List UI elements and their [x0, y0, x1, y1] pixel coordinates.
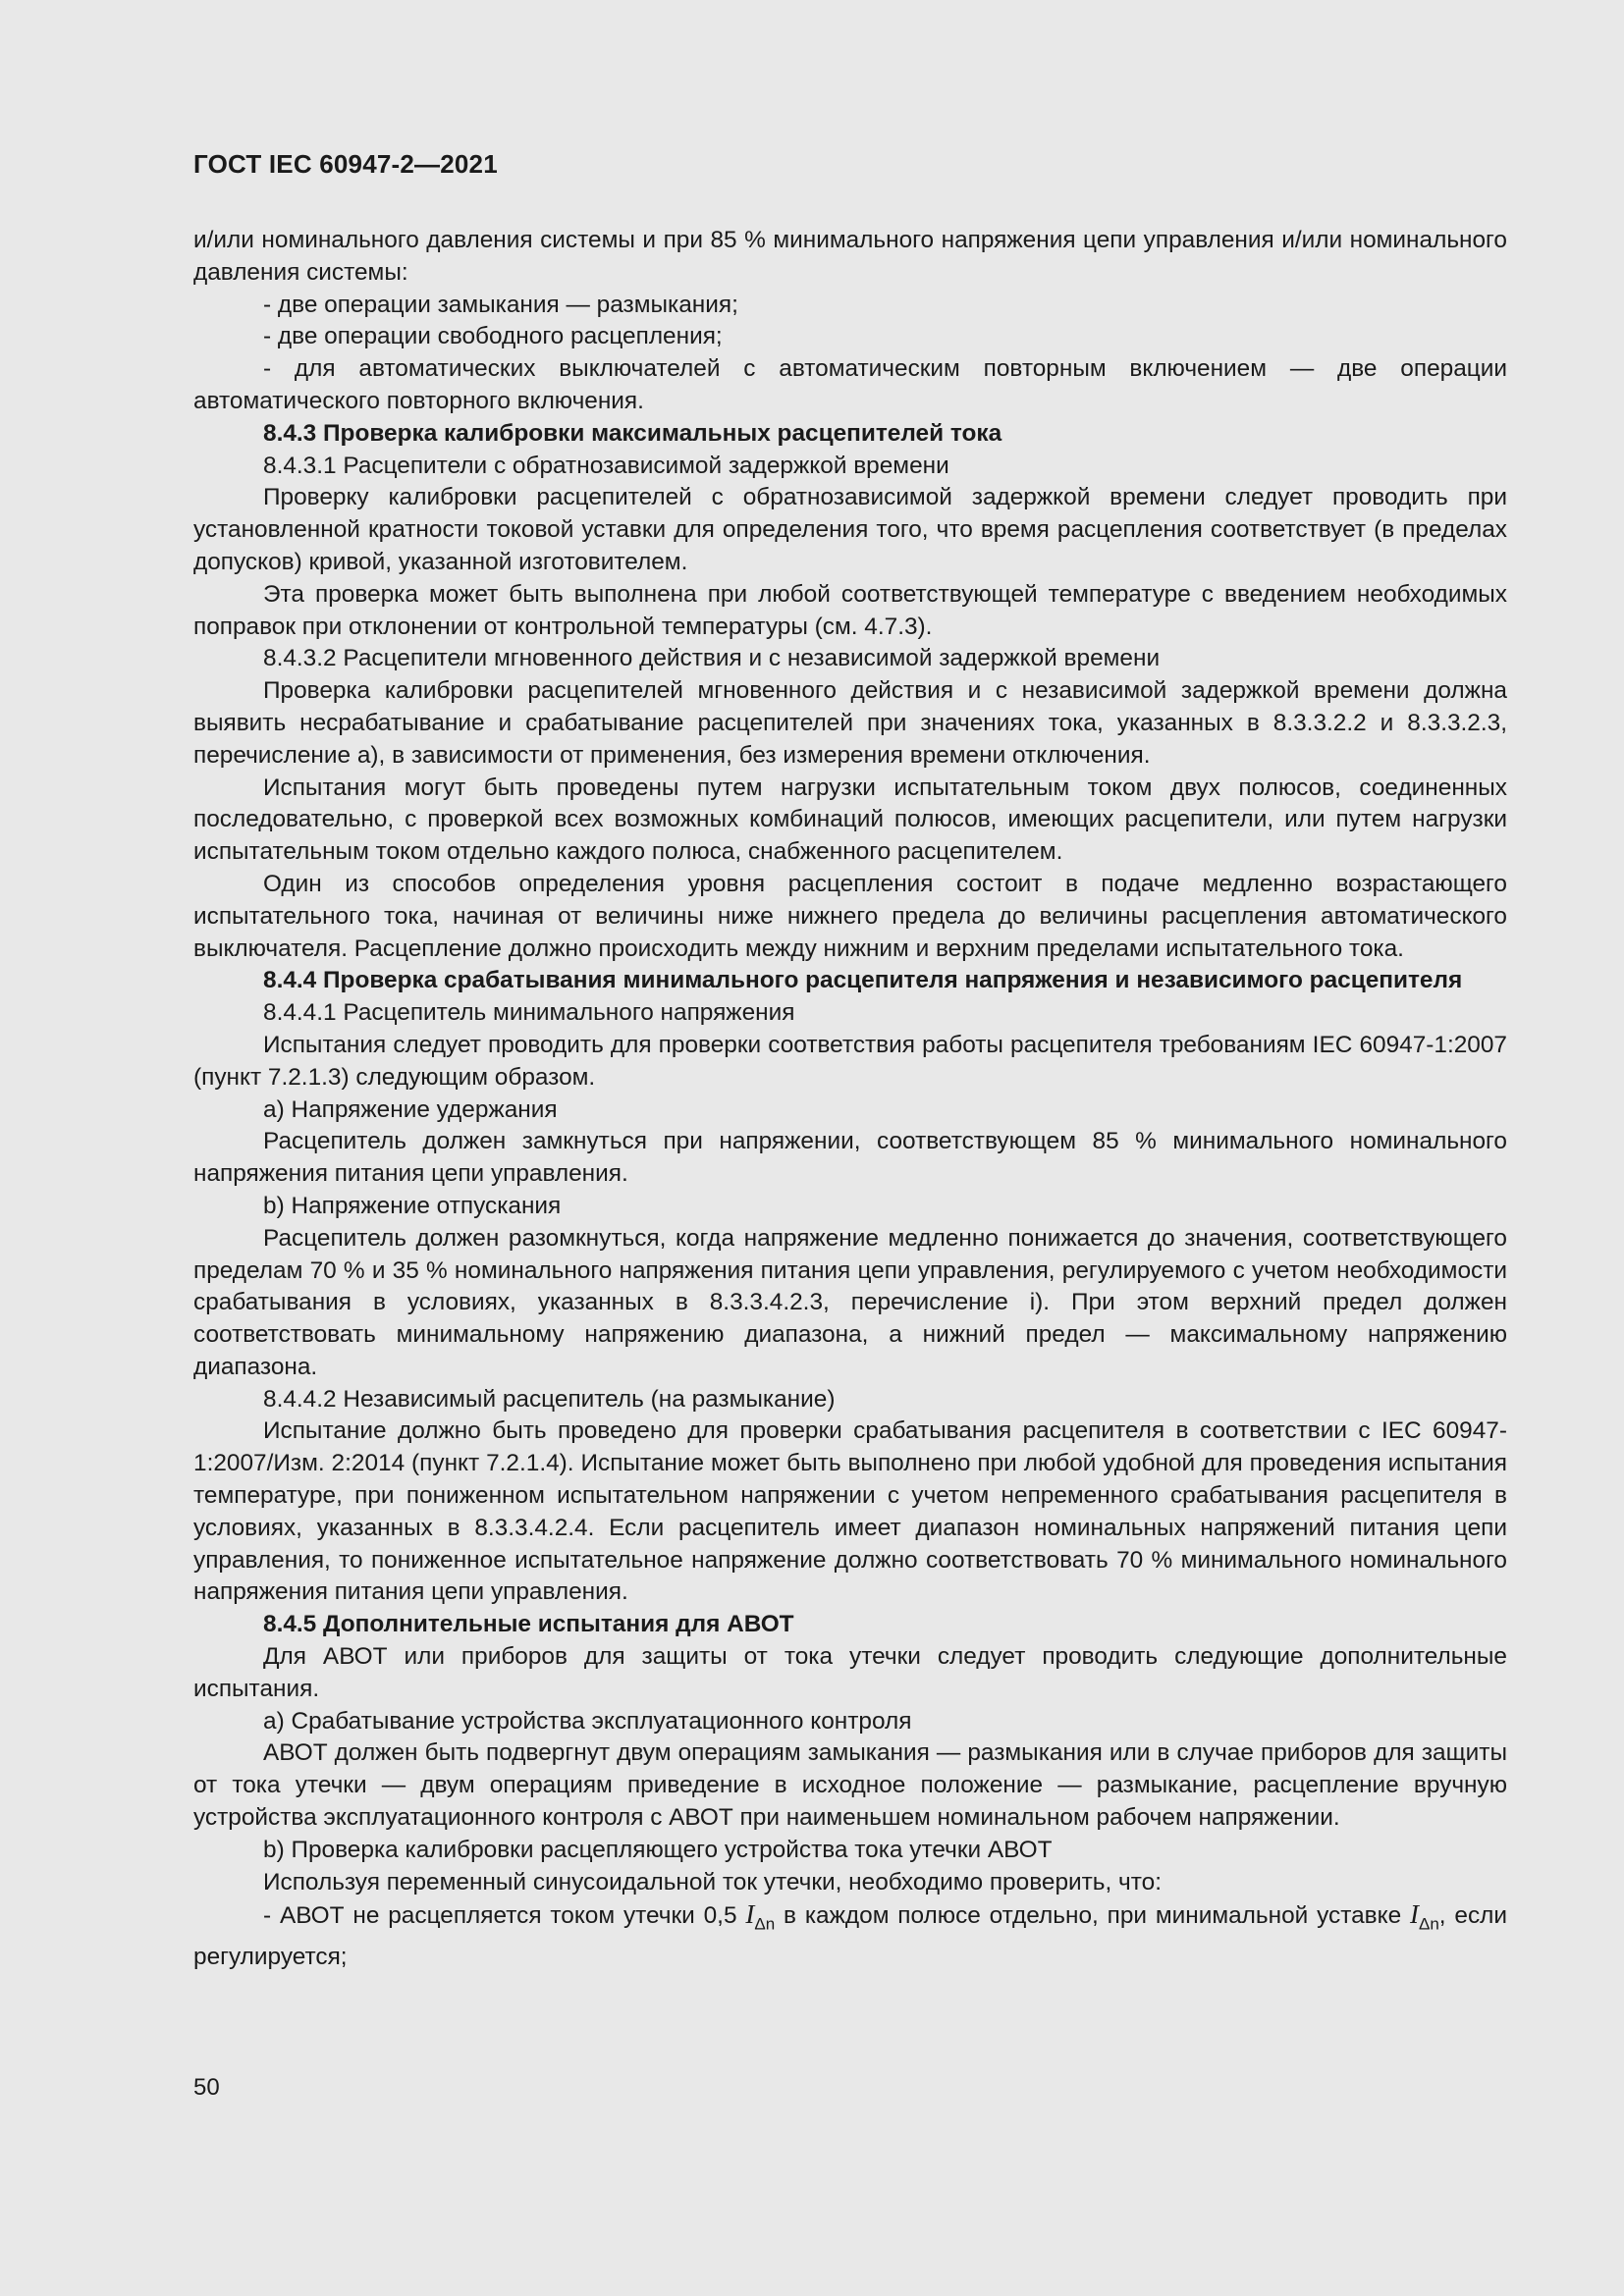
page-number: 50: [193, 2074, 220, 2101]
text-run: в каждом полюсе отдельно, при минимальной уставке: [784, 1902, 1402, 1930]
paragraph: Проверку калибровки расцепителей с обратнозависимой задержкой времени следует проводить при установленной кратности токовой уставки для определения того, что время расцепления соответствует (в пределах допусков) кривой, указанной изготовителем.: [193, 484, 1507, 575]
paragraph: и/или номинального давления системы и при 85 % минимального напряжения цепи управления и/или номинального давления системы:: [193, 227, 1507, 286]
paragraph: Для АВОТ или приборов для защиты от тока утечки следует проводить следующие дополнительные испытания.: [193, 1643, 1507, 1702]
paragraph: Один из способов определения уровня расцепления состоит в подаче медленно возрастающего испытательного тока, начиная от величины ниже нижнего предела до величины расцепления автоматического выключателя. Расцепление должно происходить между нижним и верхним пределами испытательного тока.: [193, 870, 1507, 962]
section-heading-8-4-5: 8.4.5 Дополнительные испытания для АВОТ: [263, 1611, 794, 1638]
paragraph: Расцепитель должен разомкнуться, когда напряжение медленно понижается до значения, соответствующего пределам 70 % и 35 % номинального напряжения питания цепи управления, регулируемого с учетом необходимости срабатывания в условиях, указанных в 8.3.3.4.2.3, перечисление i). При этом верхний предел должен соответствовать минимальному напряжению диапазона, а нижний предел — максимальному напряжению диапазона.: [193, 1224, 1507, 1380]
subsection-heading-8-4-4-2: 8.4.4.2 Независимый расцепитель (на размыкание): [263, 1385, 836, 1413]
subsection-heading-8-4-3-1: 8.4.3.1 Расцепители с обратнозависимой задержкой времени: [263, 452, 949, 479]
subsection-heading-8-4-4-1: 8.4.4.1 Расцепитель минимального напряжения: [263, 999, 795, 1027]
text-run: , если регулируется;: [193, 1902, 1508, 1970]
list-item: - для автоматических выключателей с автоматическим повторным включением — две операции автоматического повторного включения.: [193, 355, 1507, 414]
page-body: [193, 225, 1507, 1973]
subsection-heading-8-4-3-2: 8.4.3.2 Расцепители мгновенного действия и с независимой задержкой времени: [263, 645, 1161, 672]
math-formula: $I_{\Delta n}$: [745, 1899, 776, 1934]
item-heading: b) Напряжение отпускания: [263, 1192, 562, 1219]
paragraph: Эта проверка может быть выполнена при любой соответствующей температуре с введением необходимых поправок при отклонении от контрольной температуры (см. 4.7.3).: [193, 580, 1507, 640]
paragraph: Испытания могут быть проведены путем нагрузки испытательным током двух полюсов, соединенных последовательно, с проверкой всех возможных комбинаций полюсов, имеющих расцепители, или путем нагрузки испытательным током отдельно каждого полюса, снабженного расцепителем.: [193, 774, 1507, 866]
paragraph: Испытания следует проводить для проверки соответствия работы расцепителя требованиям IEC 60947-1:2007 (пункт 7.2.1.3) следующим образом.: [193, 1031, 1507, 1091]
item-heading: a) Срабатывание устройства эксплуатационного контроля: [263, 1707, 912, 1735]
list-item: - две операции замыкания — размыкания;: [263, 291, 738, 318]
paragraph: АВОТ должен быть подвергнут двум операциям замыкания — размыкания или в случае приборов для защиты от тока утечки — двум операциям приведение в исходное положение — размыкание, расцепление вручную устройства эксплуатационного контроля с АВОТ при наименьшем номинальном рабочем напряжении.: [193, 1739, 1507, 1832]
paragraph: Проверка калибровки расцепителей мгновенного действия и с независимой задержкой времени должна выявить несрабатывание и срабатывание расцепителей при значениях тока, указанных в 8.3.3.2.2 и 8.3.3.2.3, перечисление а), в зависимости от применения, без измерения времени отключения.: [193, 677, 1507, 769]
document-header: ГОСТ IEC 60947-2—2021: [193, 149, 498, 179]
math-formula: $I_{\Delta n}$: [1409, 1899, 1439, 1934]
item-heading: a) Напряжение удержания: [263, 1095, 558, 1123]
text-run: - АВОТ не расцепляется током утечки 0,5: [263, 1902, 737, 1930]
section-heading-8-4-4: 8.4.4 Проверка срабатывания минимального расцепителя напряжения и независимого расцепителя: [263, 967, 1463, 994]
list-item: [193, 1898, 1507, 1973]
item-heading: b) Проверка калибровки расцепляющего устройства тока утечки АВОТ: [263, 1836, 1053, 1863]
section-heading-8-4-3: 8.4.3 Проверка калибровки максимальных расцепителей тока: [263, 419, 1002, 447]
paragraph: Расцепитель должен замкнуться при напряжении, соответствующем 85 % минимального номинального напряжения питания цепи управления.: [193, 1128, 1507, 1188]
paragraph: Используя переменный синусоидальной ток утечки, необходимо проверить, что:: [263, 1868, 1163, 1896]
paragraph: Испытание должно быть проведено для проверки срабатывания расцепителя в соответствии с IEC 60947-1:2007/Изм. 2:2014 (пункт 7.2.1.4). Испытание может быть выполнено при любой удобной для проведения испытания температуре, при пониженном испытательном напряжении с учетом непременного срабатывания расцепителя в условиях, указанных в 8.3.3.4.2.4. Если расцепитель имеет диапазон номинальных напряжений питания цепи управления, то пониженное испытательное напряжение должно соответствовать 70 % минимального номинального напряжения питания цепи управления.: [193, 1417, 1507, 1606]
list-item: - две операции свободного расцепления;: [263, 323, 723, 350]
